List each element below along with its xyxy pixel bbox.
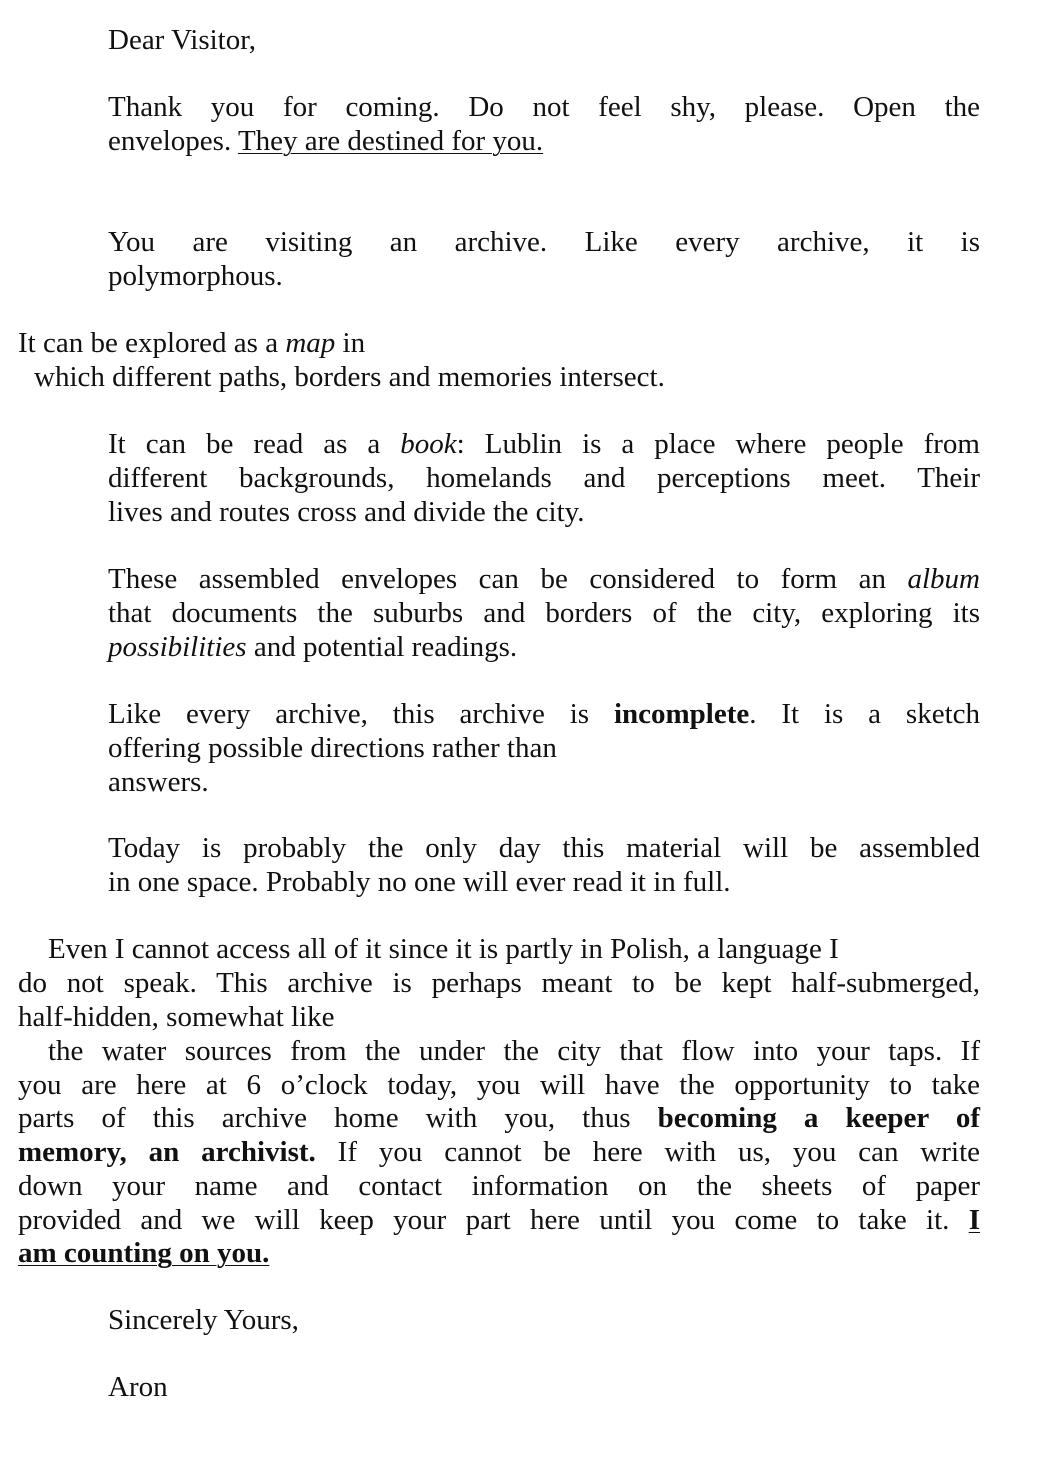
salutation: Dear Visitor, (108, 24, 256, 56)
text: These assembled envelopes can be considered to form an (108, 563, 908, 595)
paragraph-8-line-9 (18, 1203, 980, 1237)
text: If you cannot be here with us, you can write (315, 1136, 980, 1168)
paragraph-1-line-1: Thank you for coming. Do not feel shy, please. Open the (108, 91, 980, 123)
paragraph-4-line-3: lives and routes cross and divide the city. (108, 496, 585, 528)
paragraph-8-line-10 (18, 1236, 269, 1270)
italic-text: map (285, 327, 336, 359)
bold-underlined-text: I (968, 1204, 980, 1236)
bold-text: incomplete (613, 698, 750, 730)
paragraph-6-line-3: answers. (108, 766, 209, 798)
paragraph-8-line-8: down your name and contact information on the sheets of paper (18, 1170, 980, 1202)
paragraph-8-line-4: the water sources from the under the city that flow into your taps. If (48, 1035, 980, 1067)
bold-underlined-text: am counting on you. (18, 1237, 270, 1269)
paragraph-6-line-2: offering possible directions rather than (108, 732, 557, 764)
paragraph-8-line-3: half-hidden, somewhat like (18, 1001, 335, 1033)
paragraph-5-line-3 (108, 630, 517, 664)
text: It can be explored as a (18, 327, 286, 359)
paragraph-1-line-2 (108, 124, 543, 158)
text: provided and we will keep your part here until you come to take it. (18, 1204, 969, 1236)
text: Like every archive, this archive is (108, 698, 614, 730)
paragraph-7-line-2: in one space. Probably no one will ever read it in full. (108, 866, 731, 898)
paragraph-3-line-1 (18, 326, 365, 360)
signature: Aron (108, 1371, 168, 1403)
italic-text: possibilities (108, 631, 247, 663)
paragraph-8-line-1: Even I cannot access all of it since it is partly in Polish, a language I (48, 933, 839, 965)
italic-text: album (907, 563, 980, 595)
paragraph-5-line-1 (108, 562, 980, 596)
paragraph-8-line-5: you are here at 6 o’clock today, you will have the opportunity to take (18, 1069, 980, 1101)
paragraph-6-line-1 (108, 697, 980, 731)
paragraph-8-line-2: do not speak. This archive is perhaps meant to be kept half-submerged, (18, 967, 980, 999)
paragraph-3-line-2: which different paths, borders and memories intersect. (34, 361, 665, 393)
closing: Sincerely Yours, (108, 1304, 299, 1336)
paragraph-4-line-1 (108, 427, 980, 461)
bold-text: becoming a keeper of (657, 1102, 980, 1134)
italic-text: book (400, 428, 457, 460)
paragraph-7-line-1: Today is probably the only day this material will be assembled (108, 832, 980, 864)
text: envelopes. (108, 125, 238, 157)
text: parts of this archive home with you, thus (18, 1102, 658, 1134)
text: . It is a sketch (749, 698, 981, 730)
text: and potential readings. (246, 631, 518, 663)
bold-text: memory, an archivist. (18, 1136, 316, 1168)
paragraph-4-line-2: different backgrounds, homelands and perceptions meet. Their (108, 462, 980, 494)
text: in (335, 327, 366, 359)
underlined-text: They are destined for you. (237, 125, 544, 157)
paragraph-8-line-7 (18, 1135, 980, 1169)
paragraph-8-line-6 (18, 1101, 980, 1135)
paragraph-2-line-1: You are visiting an archive. Like every archive, it is (108, 226, 980, 258)
text: It can be read as a (108, 428, 401, 460)
paragraph-5-line-2: that documents the suburbs and borders of the city, exploring its (108, 597, 980, 629)
paragraph-2-line-2: polymorphous. (108, 260, 283, 292)
text: : Lublin is a place where people from (456, 428, 980, 460)
